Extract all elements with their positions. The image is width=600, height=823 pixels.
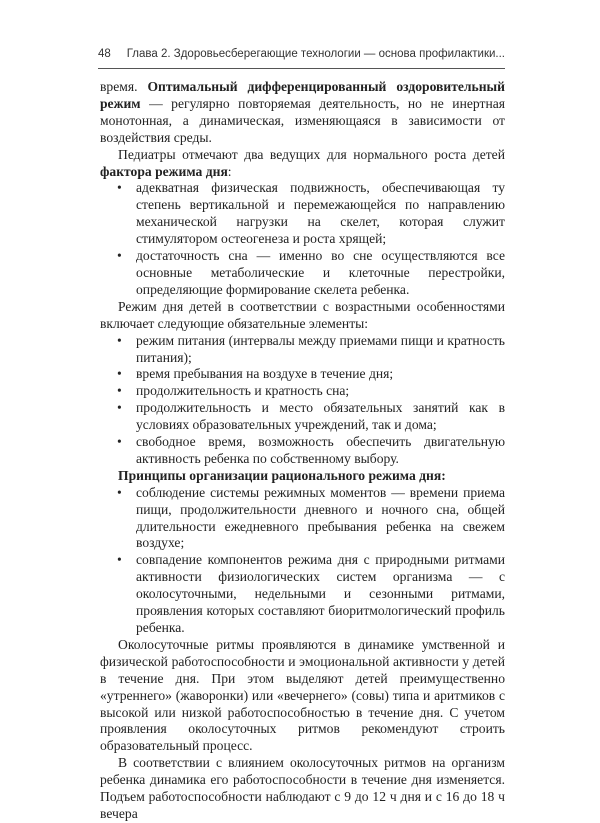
bullet-icon: • — [117, 400, 122, 416]
page-number: 48 — [98, 48, 111, 60]
list-item-text: продолжительность и кратность сна; — [136, 383, 350, 399]
intro-paragraph — [100, 79, 505, 147]
pediatric-paragraph — [100, 147, 505, 181]
circadian-paragraph: Околосуточные ритмы проявляются в динамике умственной и физической работоспособности и эмоциональной активности у детей в течение дня. При этом выделяют детей преимущественно «утреннего» (жаворонки) или «вечернего» (совы) типа и аритмиков с высокой или низкой работоспособностью в течение дня. С учетом проявления околосуточных ритмов рекомендуют строить образовательный процесс. — [100, 636, 505, 754]
list-item-text: соблюдение системы режимных моментов — времени приема пищи, продолжительности дневного и ночного сна, общей длительности ежедневного пребывания ребенка на свежем воздухе; — [136, 484, 505, 551]
intro-rest: — регулярно повторяемая деятельность, но не инертная монотонная, а динамическая, изменяющаяся в зависимости от воздействия среды. — [100, 95, 505, 145]
list-item — [100, 552, 505, 637]
list-item — [100, 383, 505, 400]
list-item — [100, 400, 505, 434]
intro-bold-term: Оптимальный дифференцированный оздоровительный режим — [100, 79, 505, 111]
list-item — [100, 180, 505, 248]
pediatric-suffix: : — [227, 163, 232, 179]
list-item — [100, 248, 505, 299]
bullet-icon: • — [117, 248, 122, 264]
workcapacity-paragraph: В соответствии с влиянием околосуточных ритмов на организм ребенка динамика его работоспособности в течение дня изменяется. Подъем работоспособности наблюдают с 9 до 12 ч дня и с 16 до 18 ч вечера — [100, 755, 505, 821]
running-title: Глава 2. Здоровьесберегающие технологии — основа профилактики... — [126, 48, 505, 60]
bullet-icon: • — [117, 383, 122, 399]
factors-list — [100, 180, 505, 298]
pediatric-text: Педиатры отмечают два ведущих для нормального роста детей — [118, 146, 505, 162]
list-item-text: свободное время, возможность обеспечить двигательную активность ребенка по собственному выбору. — [136, 434, 505, 466]
list-item — [100, 485, 505, 553]
principles-list — [100, 485, 505, 637]
bullet-icon: • — [117, 484, 122, 500]
header-rule — [98, 68, 505, 69]
list-item-text: адекватная физическая подвижность, обеспечивающая ту степень вертикальной и перемежающейся по направлению механической нагрузки на скелет, которая служит стимулятором остеогенеза и роста хрящей; — [136, 180, 505, 247]
list-item-text: время пребывания на воздухе в течение дня; — [136, 366, 394, 382]
list-item-text: режим питания (интервалы между приемами пищи и кратность питания); — [136, 332, 505, 365]
pediatric-bold-term: фактора режима дня — [100, 163, 228, 179]
bullet-icon: • — [117, 332, 122, 348]
principles-heading — [100, 468, 505, 485]
list-item — [100, 333, 505, 367]
list-item-text: достаточность сна — именно во сне осуществляются все основные метаболические и клеточные перестройки, определяющие формирование скелета ребенка. — [136, 248, 505, 297]
regime-elements-list — [100, 333, 505, 468]
bullet-icon: • — [117, 552, 122, 568]
list-item — [100, 366, 505, 383]
regime-intro: Режим дня детей в соответствии с возрастными особенностями включает следующие обязательные элементы: — [100, 298, 505, 331]
list-item-text: совпадение компонентов режима дня с природными ритмами активности физиологических систем организма — с околосуточными, недельными и сезонными ритмами, проявления которых составляют биоритмологический профиль ребенка. — [136, 552, 505, 635]
bullet-icon: • — [117, 434, 122, 450]
list-item-text: продолжительность и место обязательных занятий как в условиях образовательных учреждений, так и дома; — [136, 400, 505, 433]
bullet-icon: • — [117, 180, 122, 196]
intro-lead: время. — [100, 79, 138, 94]
body-text — [100, 79, 505, 823]
bullet-icon: • — [117, 366, 122, 382]
principles-heading-text: Принципы организации рационального режима дня: — [118, 467, 446, 483]
list-item — [100, 434, 505, 468]
